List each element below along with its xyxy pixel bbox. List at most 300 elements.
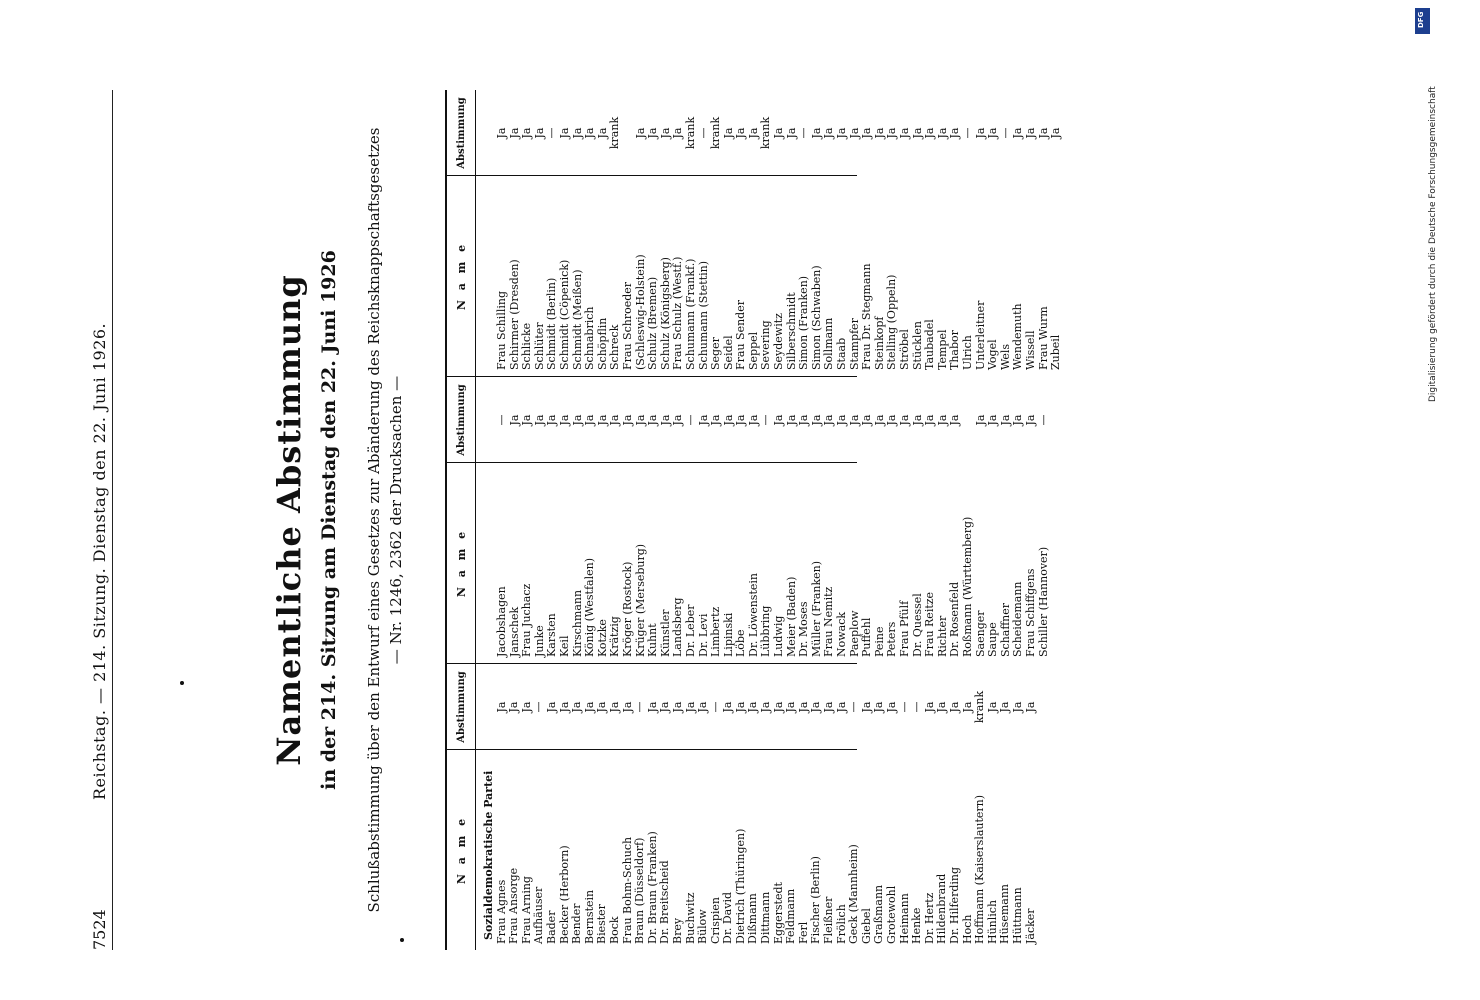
member-name: Hüsemann	[998, 884, 1012, 944]
member-name: Dietrich (Thüringen)	[733, 828, 747, 944]
member-name: Peine	[872, 626, 886, 657]
table-row	[685, 90, 698, 376]
member-name: Lipinski	[721, 612, 735, 657]
member-name: Schmidt (Berlin)	[545, 277, 559, 370]
vote-value: Ja	[834, 701, 848, 713]
member-name: Wissell	[1023, 330, 1037, 370]
vote-value: Ja	[973, 127, 987, 139]
table-row	[609, 664, 622, 950]
vote-value: Ja	[935, 127, 949, 139]
vote-value: Ja	[683, 701, 697, 713]
member-name: Seydewitz	[772, 313, 786, 370]
vote-value: Ja	[583, 127, 597, 139]
digitization-note	[1414, 12, 1438, 402]
vote-value: Ja	[733, 701, 747, 713]
vote-value: Ja	[570, 414, 584, 426]
member-name: Bader	[544, 910, 558, 944]
member-name: (Schleswig-Holstein)	[633, 254, 647, 370]
member-name: Frau Reitze	[923, 591, 937, 657]
vote-value: Ja	[772, 127, 786, 139]
member-name: Frau Schroeder	[620, 281, 634, 370]
vote-value: Ja	[797, 414, 811, 426]
vote-value: Ja	[520, 127, 534, 139]
vote-value: Ja	[872, 127, 886, 139]
vote-value: Ja	[645, 701, 659, 713]
member-name: Schlicke	[520, 322, 534, 370]
vote-value: Ja	[1036, 127, 1050, 139]
member-name: Kröger (Rostock)	[620, 561, 634, 657]
vote-value: —	[532, 701, 546, 713]
member-name: Puffehl	[860, 617, 874, 657]
vote-value: Ja	[885, 127, 899, 139]
vote-value: —	[495, 414, 508, 426]
member-name: Schnabrich	[583, 306, 597, 370]
table-row	[647, 90, 660, 376]
member-name: Hüttmann	[1010, 887, 1024, 944]
vote-value: Ja	[734, 414, 748, 426]
vote-value: Ja	[646, 127, 660, 139]
vote-value: krank	[759, 116, 773, 150]
party-heading: Sozialdemokratische Partei	[482, 770, 495, 940]
print-mark	[400, 938, 404, 942]
member-name: Schmidt (Meißen)	[570, 269, 584, 370]
member-name: Jacobshagen	[495, 586, 508, 657]
table-row	[861, 377, 874, 663]
member-name: Schlüter	[532, 322, 546, 370]
member-name: Henke	[910, 907, 924, 944]
member-name: Stücklen	[910, 321, 924, 370]
member-name: Paeplow	[847, 610, 861, 657]
member-name: Krätzig	[608, 616, 622, 657]
member-name: Frau Arning	[519, 876, 533, 944]
member-name: Roßmann (Württemberg)	[960, 516, 974, 657]
member-name: Kotzke	[595, 619, 609, 657]
table-row	[685, 377, 698, 663]
vote-value: Ja	[923, 127, 937, 139]
member-name: Dißmann	[746, 893, 760, 944]
table-row	[559, 90, 572, 376]
vote-value: Ja	[860, 127, 874, 139]
vote-value: Ja	[1049, 127, 1063, 139]
table-row	[861, 90, 874, 376]
member-name: Dr. Hilferding	[947, 866, 961, 944]
table-row	[1025, 377, 1038, 663]
member-name: Geck (Mannheim)	[847, 844, 861, 944]
vote-value: Ja	[721, 127, 735, 139]
member-name: Frau Sender	[734, 300, 748, 370]
vote-value: Ja	[582, 701, 596, 713]
member-name: Bülow	[696, 909, 710, 944]
vote-value: Ja	[784, 701, 798, 713]
vote-value: —	[683, 414, 697, 426]
member-name: Frau Agnes	[494, 879, 508, 944]
member-name: Schmidt (Cöpenick)	[557, 259, 571, 370]
vote-value: Ja	[910, 127, 924, 139]
vote-header: Abstimmung	[447, 664, 476, 750]
member-name: Künstler	[658, 609, 672, 657]
member-name: Schreck	[608, 324, 622, 370]
running-title: Reichstag. — 214. Sitzung. Dienstag den 22. Juni 1926.	[90, 322, 109, 800]
vote-value: Ja	[620, 701, 634, 713]
funding-note: Digitalisierung gefördert durch die Deutsche Forschungsgemeinschaft	[1428, 86, 1438, 402]
document-page	[60, 90, 1480, 950]
table-column-1	[447, 664, 1037, 950]
member-name: Frau Pfülf	[898, 600, 911, 657]
member-name: Kuhnt	[646, 623, 660, 657]
member-name: Vogel	[986, 339, 1000, 370]
table-row	[924, 377, 937, 663]
table-row	[962, 90, 975, 376]
member-name: Seppel	[746, 331, 760, 370]
member-name: Wels	[998, 343, 1012, 370]
member-name: Schumann (Stettin)	[696, 260, 710, 370]
member-name: Severing	[759, 320, 773, 370]
member-name: Jäcker	[1023, 908, 1037, 944]
member-name: Schiller (Hannover)	[1036, 546, 1050, 657]
vote-value: krank	[709, 116, 723, 150]
member-name: Fischer (Berlin)	[809, 856, 823, 944]
table-row	[622, 377, 635, 663]
member-name: Unterleitner	[973, 300, 987, 370]
vote-value: Ja	[520, 414, 534, 426]
document-reference: — Nr. 1246, 2362 der Drucksachen —	[387, 375, 405, 665]
vote-value: Ja	[809, 127, 823, 139]
table-row	[1038, 377, 1051, 663]
vote-value: Ja	[835, 127, 849, 139]
print-mark	[180, 681, 184, 685]
vote-value: Ja	[973, 414, 987, 426]
member-name: Stelling (Oppeln)	[885, 274, 899, 370]
member-name: Limbertz	[709, 606, 723, 657]
member-name: Meier (Baden)	[784, 576, 798, 657]
table-row	[1050, 90, 1063, 376]
vote-value: Ja	[557, 414, 571, 426]
vote-value: Ja	[898, 414, 911, 426]
vote-value: Ja	[670, 701, 684, 713]
vote-value: Ja	[986, 414, 1000, 426]
member-name: Silberschmidt	[784, 292, 798, 370]
vote-value: Ja	[822, 414, 836, 426]
vote-value: Ja	[759, 701, 773, 713]
member-name: Frau Wurm	[1036, 306, 1050, 370]
member-name: Grotewohl	[885, 885, 898, 944]
vote-value: —	[998, 127, 1012, 139]
page-number: 7524	[90, 909, 109, 950]
member-name: Aufhäuser	[532, 886, 546, 944]
vote-value: Ja	[822, 127, 836, 139]
member-name: Schirmer (Dresden)	[507, 259, 521, 370]
vote-value: Ja	[633, 414, 647, 426]
table-row	[496, 377, 509, 663]
vote-value: Ja	[885, 701, 898, 713]
vote-value: Ja	[646, 414, 660, 426]
member-name: Bernstein	[582, 889, 596, 944]
member-name: Hildenbrand	[935, 873, 949, 944]
vote-value: Ja	[544, 701, 558, 713]
vote-value: Ja	[835, 414, 849, 426]
member-name: Schöpflin	[595, 317, 609, 370]
member-name: Thabor	[948, 330, 962, 370]
member-name: Dr. Rosenfeld	[948, 581, 962, 657]
member-name: Dr. Moses	[797, 601, 811, 657]
table-row	[760, 664, 773, 950]
member-name: Krüger (Merseburg)	[633, 543, 647, 657]
table-row	[798, 90, 811, 376]
member-name: Frau Dr. Stegmann	[860, 263, 874, 370]
vote-value: Ja	[1011, 414, 1025, 426]
rows-column-1	[483, 664, 1037, 950]
vote-value: Ja	[885, 414, 899, 426]
table-row	[672, 664, 685, 950]
dfg-logo	[1415, 8, 1430, 34]
vote-value: Ja	[796, 701, 810, 713]
column-divider	[447, 663, 857, 664]
vote-value: Ja	[784, 127, 798, 139]
vote-value: Ja	[696, 701, 710, 713]
document-title: Namentliche Abstimmung	[270, 274, 308, 766]
member-name: Frau Schulz (Westf.)	[671, 256, 685, 370]
member-name: Graßmann	[872, 884, 886, 944]
member-name: Janschek	[507, 606, 521, 657]
member-name: Seidel	[721, 335, 735, 370]
table-row	[899, 377, 912, 663]
vote-value: —	[633, 701, 647, 713]
vote-value: Ja	[583, 414, 597, 426]
member-name: Staab	[835, 337, 849, 370]
vote-value: Ja	[532, 414, 546, 426]
member-name: Lübbring	[759, 605, 773, 657]
member-name: Feldmann	[784, 888, 798, 944]
member-name: Taubadel	[923, 319, 937, 370]
member-name: Saenger	[973, 610, 987, 657]
vote-value: Ja	[1023, 701, 1037, 713]
vote-value: Ja	[771, 701, 785, 713]
vote-value: Ja	[671, 127, 685, 139]
vote-value: Ja	[658, 127, 672, 139]
name-header: N a m e	[447, 176, 476, 376]
vote-value: Ja	[746, 414, 760, 426]
member-name: Hünlich	[985, 899, 999, 944]
vote-value: Ja	[1011, 127, 1025, 139]
vote-value: krank	[683, 116, 697, 150]
member-name: Karsten	[545, 613, 559, 657]
vote-value: Ja	[734, 127, 748, 139]
member-name: Richter	[935, 615, 949, 657]
table-row	[987, 90, 1000, 376]
vote-value: Ja	[519, 701, 533, 713]
vote-value: Ja	[658, 701, 672, 713]
table-column-2	[447, 377, 1050, 663]
vote-value: Ja	[898, 127, 911, 139]
rows-column-2	[496, 377, 1050, 663]
table-row	[785, 664, 798, 950]
member-name: Seger	[709, 337, 723, 370]
member-name: Saupe	[986, 622, 1000, 657]
vote-value: Ja	[948, 414, 962, 426]
table-row	[584, 90, 597, 376]
member-name: Frau Nemitz	[822, 586, 836, 657]
member-name: Dittmann	[759, 891, 773, 944]
vote-value: Ja	[809, 701, 823, 713]
vote-value: —	[960, 127, 974, 139]
table-row	[886, 664, 899, 950]
member-name: Dr. Braun (Franken)	[645, 831, 659, 944]
member-name: Buchwitz	[683, 892, 697, 944]
table-row	[496, 90, 509, 376]
vote-value: Ja	[658, 414, 672, 426]
member-name: Tempel	[935, 329, 949, 370]
vote-value: —	[708, 701, 722, 713]
member-name: Dr. David	[721, 891, 735, 944]
dfg-logo-text: DFG	[1417, 11, 1425, 28]
member-name: Frau Schiffgens	[1023, 568, 1037, 657]
vote-value: —	[545, 127, 559, 139]
vote-value: Ja	[507, 414, 521, 426]
member-name: Schulz (Bremen)	[646, 276, 660, 370]
vote-value: Ja	[985, 701, 999, 713]
member-name: Frau Schilling	[495, 290, 508, 370]
vote-value: Ja	[557, 701, 571, 713]
member-name: Schulz (Königsberg)	[658, 257, 672, 370]
vote-value: Ja	[910, 414, 924, 426]
member-name: Ulrich	[960, 335, 974, 370]
vote-value: Ja	[746, 701, 760, 713]
table-row	[899, 90, 912, 376]
vote-value: Ja	[545, 414, 559, 426]
vote-value: Ja	[532, 127, 546, 139]
table-row	[584, 377, 597, 663]
member-name: Dr. Breitscheid	[658, 860, 672, 944]
table-row	[634, 664, 647, 950]
table-row	[647, 377, 660, 663]
member-name: Becker (Herborn)	[557, 845, 571, 944]
member-name: Crispien	[708, 897, 722, 944]
member-name: Bender	[570, 903, 584, 944]
vote-value: Ja	[998, 701, 1012, 713]
vote-value: Ja	[557, 127, 571, 139]
table-row	[987, 377, 1000, 663]
member-name: Junke	[532, 625, 546, 657]
vote-value: —	[897, 701, 911, 713]
vote-value: Ja	[607, 701, 621, 713]
table-column-3	[447, 90, 1063, 376]
member-name: Scheidemann	[1011, 581, 1025, 657]
header-rule	[112, 90, 113, 950]
table-row	[798, 377, 811, 663]
vote-value: Ja	[1010, 701, 1024, 713]
member-name: Dr. Levi	[696, 613, 710, 657]
vote-value: Ja	[721, 414, 735, 426]
table-row	[836, 377, 849, 663]
vote-value: Ja	[948, 127, 962, 139]
table-row	[1012, 664, 1025, 950]
table-row	[974, 664, 987, 950]
table-row	[521, 90, 534, 376]
table-row	[773, 90, 786, 376]
member-name: Schumann (Frankf.)	[683, 258, 697, 370]
member-name: Heimann	[897, 893, 911, 944]
table-row	[1025, 664, 1038, 950]
table-row	[710, 377, 723, 663]
vote-value: Ja	[595, 414, 609, 426]
vote-value: Ja	[696, 414, 710, 426]
table-row	[571, 664, 584, 950]
table-row	[924, 90, 937, 376]
vote-value: krank	[973, 690, 987, 724]
table-row	[735, 377, 748, 663]
member-name: Schaffner	[998, 602, 1012, 657]
member-name: Hoch	[960, 914, 974, 944]
vote-value: Ja	[494, 701, 508, 713]
member-name: Kirschmann	[570, 589, 584, 657]
member-name: Frau Juchacz	[520, 583, 534, 657]
member-name: Sollmann	[822, 317, 836, 370]
table-row	[949, 664, 962, 950]
vote-value: —	[759, 414, 773, 426]
vote-value: Ja	[986, 127, 1000, 139]
table-row	[823, 664, 836, 950]
vote-value: Ja	[721, 701, 735, 713]
vote-value: Ja	[595, 127, 609, 139]
rows-column-3	[496, 90, 1063, 376]
vote-value: Ja	[507, 127, 521, 139]
member-name: Ströbel	[898, 329, 911, 370]
member-name: Biester	[595, 904, 609, 944]
vote-value: Ja	[507, 701, 521, 713]
member-name: Zubeil	[1049, 334, 1063, 370]
member-name: Frau Ansorge	[507, 867, 521, 944]
vote-value: Ja	[1023, 414, 1037, 426]
vote-value: Ja	[998, 414, 1012, 426]
member-name: Wendemuth	[1011, 303, 1025, 370]
vote-value: Ja	[1023, 127, 1037, 139]
vote-value: Ja	[859, 701, 873, 713]
member-name: Steinkopf	[872, 316, 886, 370]
table-row	[836, 90, 849, 376]
member-name: Brey	[670, 917, 684, 944]
table-row	[722, 664, 735, 950]
member-name: Bock	[607, 916, 621, 944]
vote-value: —	[910, 701, 924, 713]
vote-value: —	[797, 127, 811, 139]
vote-value: Ja	[746, 127, 760, 139]
name-header: N a m e	[447, 463, 476, 663]
vote-value: Ja	[960, 701, 974, 713]
member-name: Müller (Franken)	[809, 560, 823, 657]
name-header: N a m e	[447, 750, 476, 950]
vote-header: Abstimmung	[447, 90, 476, 176]
member-name: Fleißner	[822, 896, 836, 944]
vote-value: Ja	[935, 701, 949, 713]
vote-value: —	[1036, 414, 1050, 426]
member-name: Dr. Leber	[683, 604, 697, 657]
table-row	[911, 664, 924, 950]
member-name: Landsberg	[671, 597, 685, 657]
member-name: Frau Bohm-Schuch	[620, 836, 634, 944]
member-name: König (Westfalen)	[583, 558, 597, 657]
member-name: Löbe	[734, 629, 748, 657]
vote-value: Ja	[570, 701, 584, 713]
member-name: Ludwig	[772, 615, 786, 657]
member-name: Simon (Schwaben)	[809, 265, 823, 370]
table-row	[559, 377, 572, 663]
vote-value: Ja	[847, 127, 861, 139]
table-row	[962, 377, 975, 663]
member-name: Hoffmann (Kaiserslautern)	[973, 794, 987, 944]
table-row	[546, 664, 559, 950]
vote-value: Ja	[620, 414, 634, 426]
vote-value: Ja	[633, 127, 647, 139]
